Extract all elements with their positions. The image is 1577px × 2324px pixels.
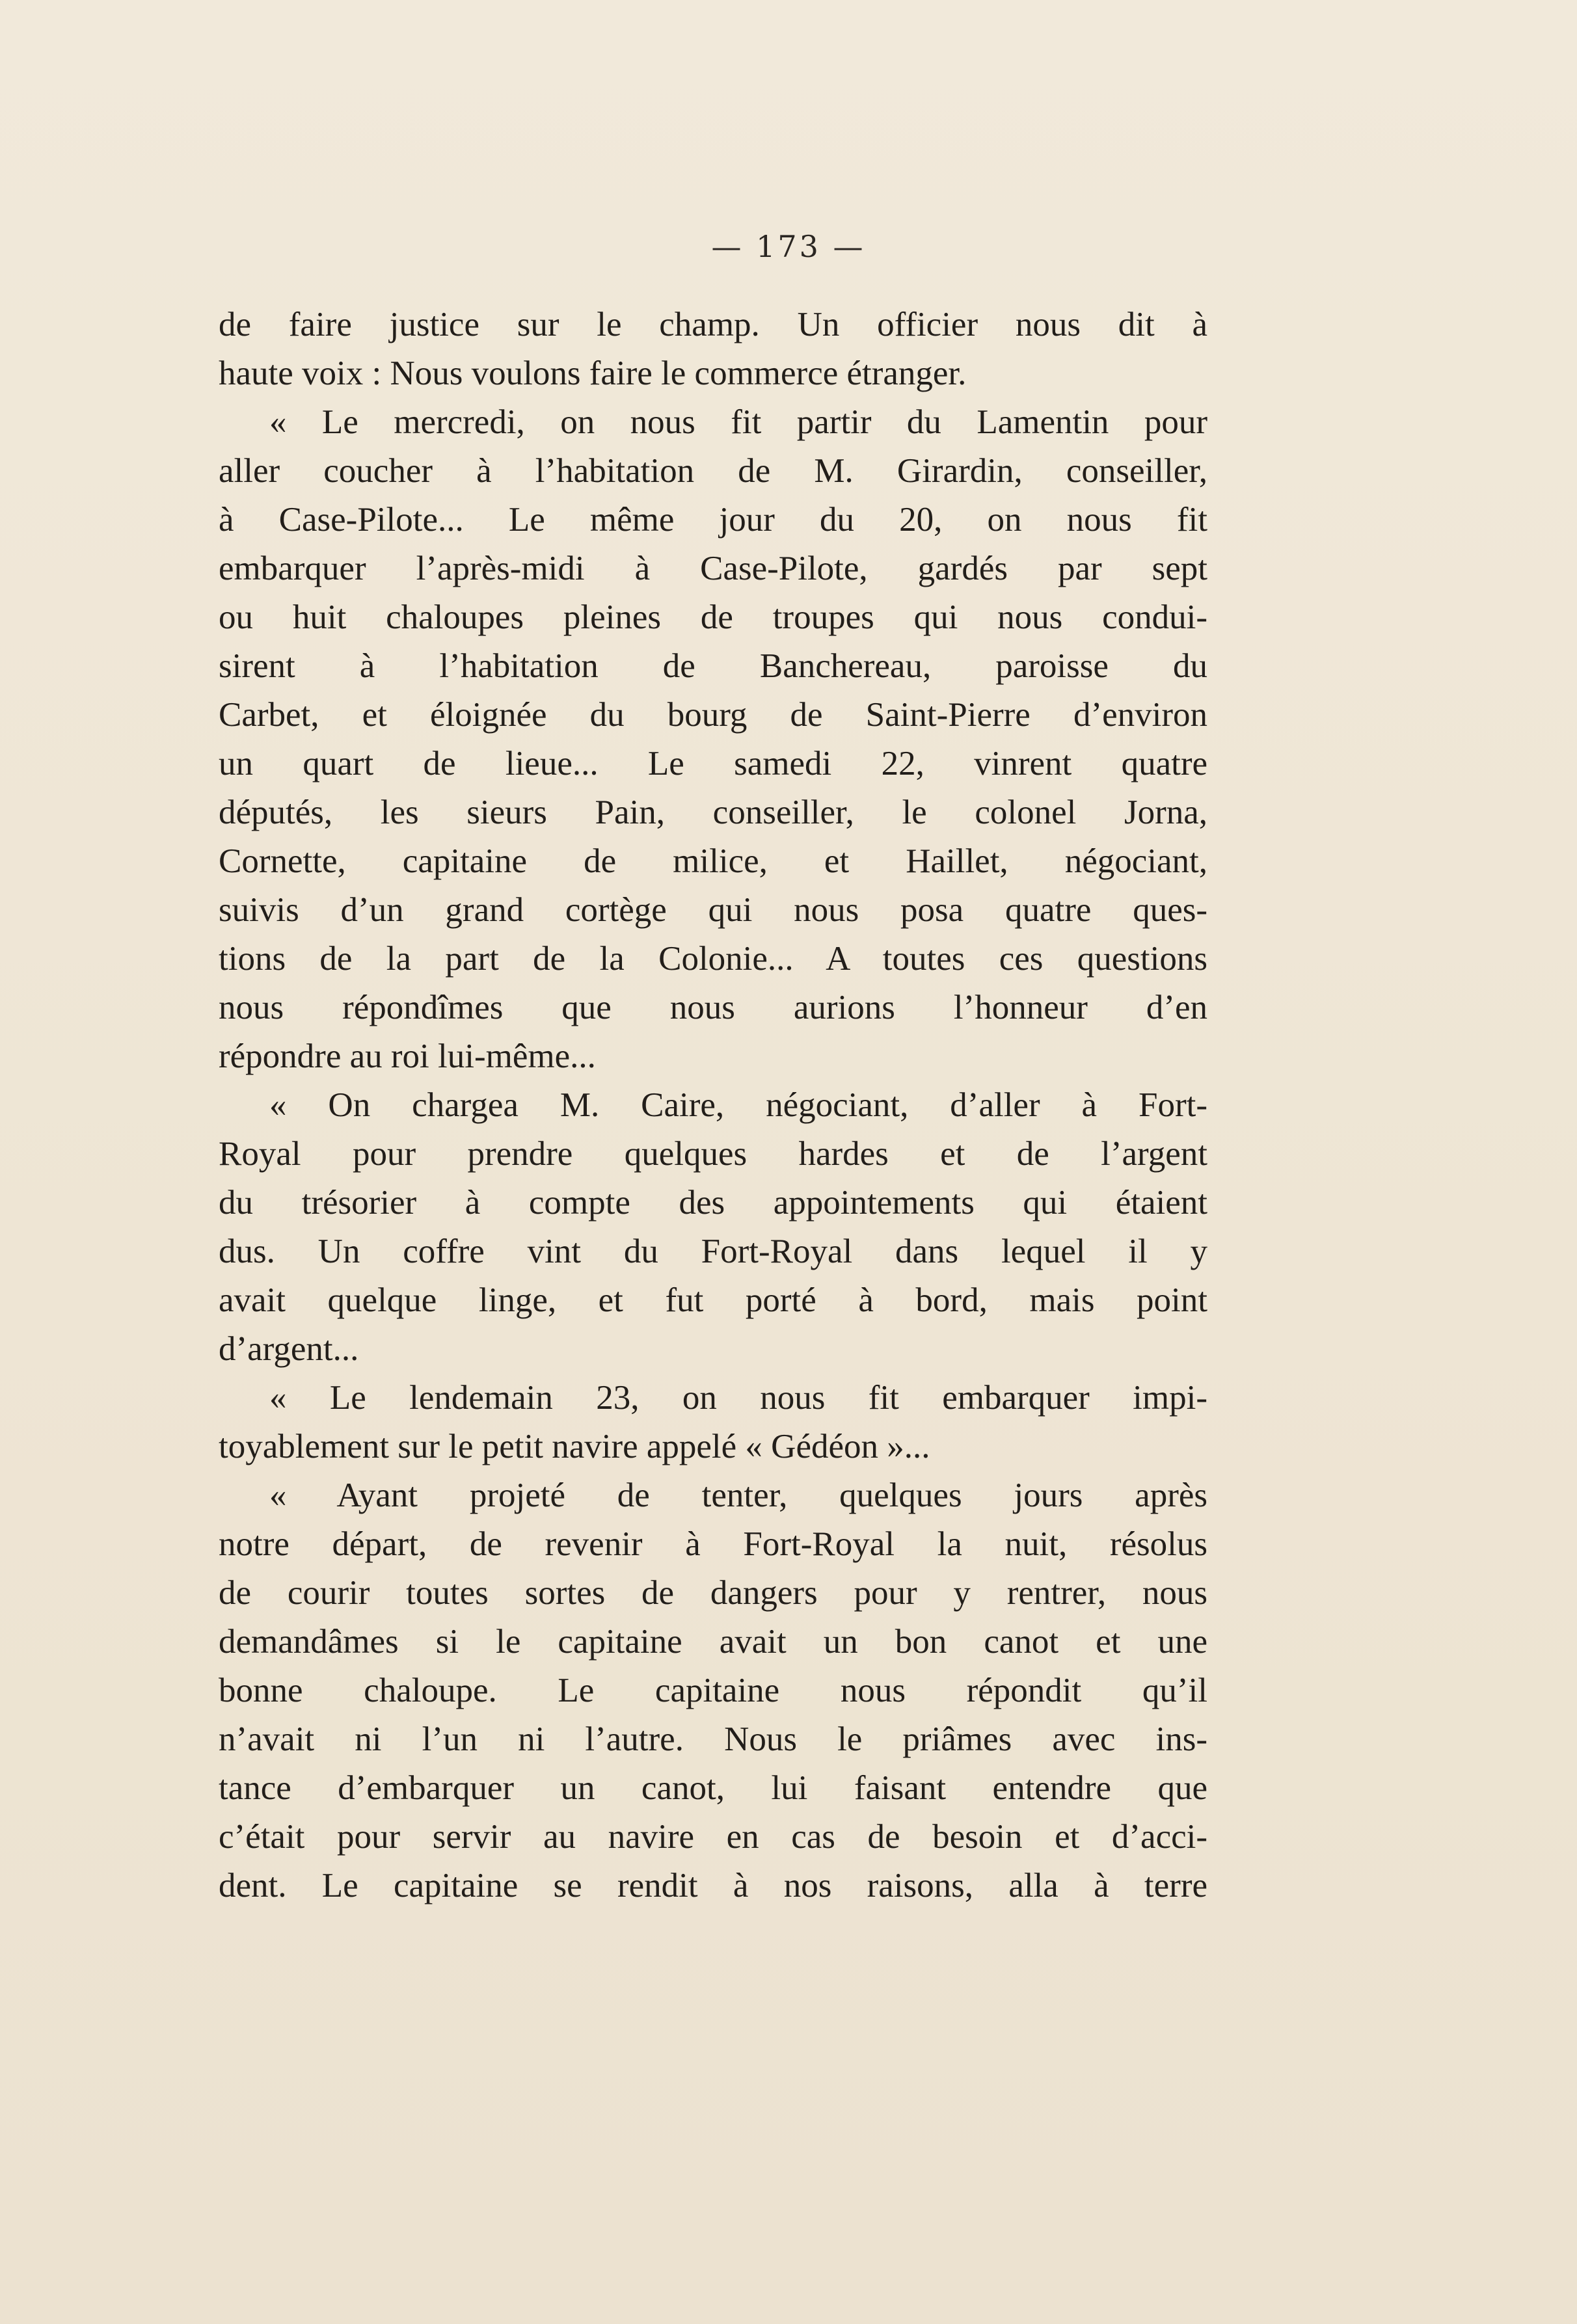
text-line: aller coucher à l’habitation de M. Girardin, conseiller, bbox=[219, 452, 1207, 490]
text-line: ou huit chaloupes pleines de troupes qui nous condui- bbox=[219, 598, 1207, 636]
text-line: « Ayant projeté de tenter, quelques jours après bbox=[269, 1476, 1207, 1514]
text-line: suivis d’un grand cortège qui nous posa quatre ques- bbox=[219, 891, 1207, 929]
text-line: dus. Un coffre vint du Fort-Royal dans lequel il y bbox=[219, 1233, 1207, 1270]
text-line: Cornette, capitaine de milice, et Haillet, négociant, bbox=[219, 842, 1207, 880]
text-line: demandâmes si le capitaine avait un bon canot et une bbox=[219, 1623, 1207, 1661]
text-line: tions de la part de la Colonie... A toutes ces questions bbox=[219, 940, 1207, 978]
text-line: à Case-Pilote... Le même jour du 20, on nous fit bbox=[219, 501, 1207, 539]
text-line: de courir toutes sortes de dangers pour y rentrer, nous bbox=[219, 1574, 1207, 1612]
text-line: « Le mercredi, on nous fit partir du Lamentin pour bbox=[269, 403, 1207, 441]
text-line: « Le lendemain 23, on nous fit embarquer impi- bbox=[269, 1379, 1207, 1417]
page-number: — 173 — bbox=[711, 229, 866, 264]
text-line: un quart de lieue... Le samedi 22, vinrent quatre bbox=[219, 745, 1207, 782]
text-line: embarquer l’après-midi à Case-Pilote, gardés par sept bbox=[219, 550, 1207, 587]
text-line: tance d’embarquer un canot, lui faisant entendre que bbox=[219, 1769, 1207, 1807]
text-line: bonne chaloupe. Le capitaine nous répondit qu’il bbox=[219, 1672, 1207, 1709]
text-line: haute voix : Nous voulons faire le commerce étranger. bbox=[219, 354, 967, 392]
text-line: dent. Le capitaine se rendit à nos raisons, alla à terre bbox=[219, 1867, 1207, 1904]
text-line: répondre au roi lui-même... bbox=[219, 1037, 596, 1075]
text-line: notre départ, de revenir à Fort-Royal la nuit, résolus bbox=[219, 1525, 1207, 1563]
text-line: Carbet, et éloignée du bourg de Saint-Pierre d’environ bbox=[219, 696, 1207, 734]
text-line: du trésorier à compte des appointements qui étaient bbox=[219, 1184, 1207, 1222]
text-line: n’avait ni l’un ni l’autre. Nous le priâmes avec ins- bbox=[219, 1720, 1207, 1758]
text-line: d’argent... bbox=[219, 1330, 359, 1368]
text-line: toyablement sur le petit navire appelé « Gédéon »... bbox=[219, 1428, 930, 1465]
text-line: députés, les sieurs Pain, conseiller, le colonel Jorna, bbox=[219, 794, 1207, 831]
text-line: sirent à l’habitation de Banchereau, paroisse du bbox=[219, 647, 1207, 685]
text-line: de faire justice sur le champ. Un officier nous dit à bbox=[219, 306, 1207, 343]
text-line: nous répondîmes que nous aurions l’honneur d’en bbox=[219, 989, 1207, 1026]
text-line: c’était pour servir au navire en cas de besoin et d’acci- bbox=[219, 1818, 1207, 1856]
body-text bbox=[219, 301, 1207, 1910]
text-line: Royal pour prendre quelques hardes et de l’argent bbox=[219, 1135, 1207, 1173]
text-line: avait quelque linge, et fut porté à bord, mais point bbox=[219, 1281, 1207, 1319]
text-line: « On chargea M. Caire, négociant, d’aller à Fort- bbox=[269, 1086, 1207, 1124]
